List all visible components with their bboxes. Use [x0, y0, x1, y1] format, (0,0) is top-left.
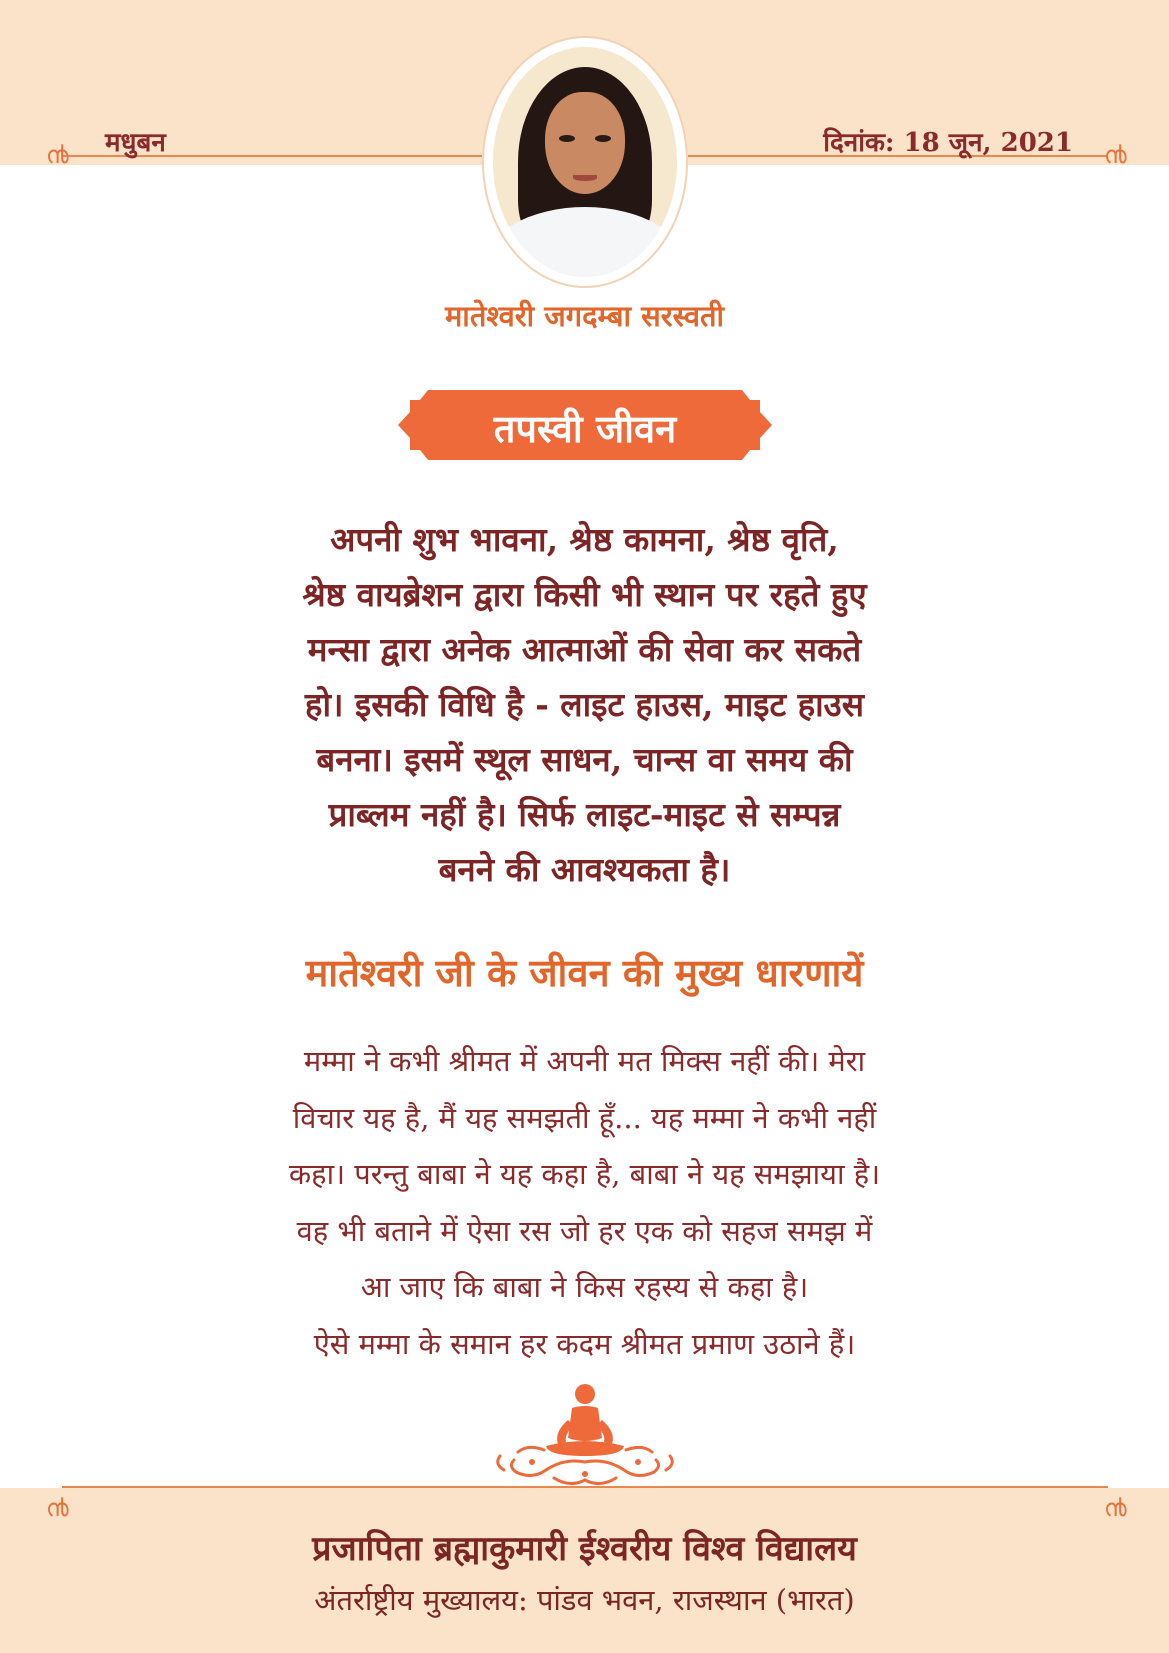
- message-line: प्राब्लम नहीं है। सिर्फ लाइट-माइट से सम्पन्न: [328, 795, 841, 834]
- dharna-line: ऐसे मम्मा के समान हर कदम श्रीमत प्रमाण उठाने हैं।: [313, 1326, 856, 1361]
- message-line: बनना। इसमें स्थूल साधन, चान्स वा समय की: [316, 740, 853, 779]
- banner-title: तपस्वी जीवन: [493, 406, 677, 451]
- portrait: [484, 38, 686, 286]
- organization-name: प्रजापिता ब्रह्माकुमारी ईश्वरीय विश्व विद्यालय: [312, 1529, 857, 1569]
- message-line: हो। इसकी विधि है - लाइट हाउस, माइट हाउस: [304, 685, 865, 724]
- dharna-paragraph: [0, 1033, 1169, 1372]
- dharna-line: विचार यह है, मैं यह समझती हूँ... यह मम्मा ने कभी नहीं: [292, 1100, 877, 1135]
- message-line: बनने की आवश्यकता है।: [438, 850, 731, 889]
- place-label: मधुबन: [105, 128, 166, 158]
- date-label: दिनांक: 18 जून, 2021: [823, 128, 1073, 158]
- swirl-icon: ൯: [1104, 141, 1127, 169]
- portrait-name: मातेश्वरी जगदम्बा सरस्वती: [444, 299, 725, 333]
- message-line: मन्सा द्वारा अनेक आत्माओं की सेवा कर सकते: [307, 630, 862, 669]
- message-line: श्रेष्ठ वायब्रेशन द्वारा किसी भी स्थान पर रहते हुए: [302, 575, 867, 614]
- dharna-line: वह भी बताने में ऐसा रस जो हर एक को सहज समझ में: [296, 1213, 873, 1248]
- headquarters-address: अंतर्राष्ट्रीय मुख्यालय: पांडव भवन, राजस्थान (भारत): [314, 1583, 855, 1617]
- dharna-line: मम्मा ने कभी श्रीमत में अपनी मत मिक्स नहीं की। मेरा: [303, 1044, 866, 1078]
- footer-band: [0, 1488, 1169, 1653]
- footer-rule: [62, 1486, 1108, 1488]
- dharna-line: कहा। परन्तु बाबा ने यह कहा है, बाबा ने यह समझाया है।: [288, 1157, 881, 1191]
- dharna-heading: मातेश्वरी जी के जीवन की मुख्य धारणायें: [305, 950, 864, 995]
- dharna-line: आ जाए कि बाबा ने किस रहस्य से कहा है।: [360, 1270, 809, 1304]
- message-line: अपनी शुभ भावना, श्रेष्ठ कामना, श्रेष्ठ वृति,: [330, 520, 839, 559]
- title-banner: [398, 390, 772, 460]
- swirl-icon: ൯: [46, 1494, 69, 1522]
- message-paragraph: [0, 512, 1169, 897]
- swirl-icon: ൯: [1104, 1494, 1127, 1522]
- meditating-figure-icon: [484, 1380, 686, 1492]
- swirl-icon: ൯: [46, 141, 69, 169]
